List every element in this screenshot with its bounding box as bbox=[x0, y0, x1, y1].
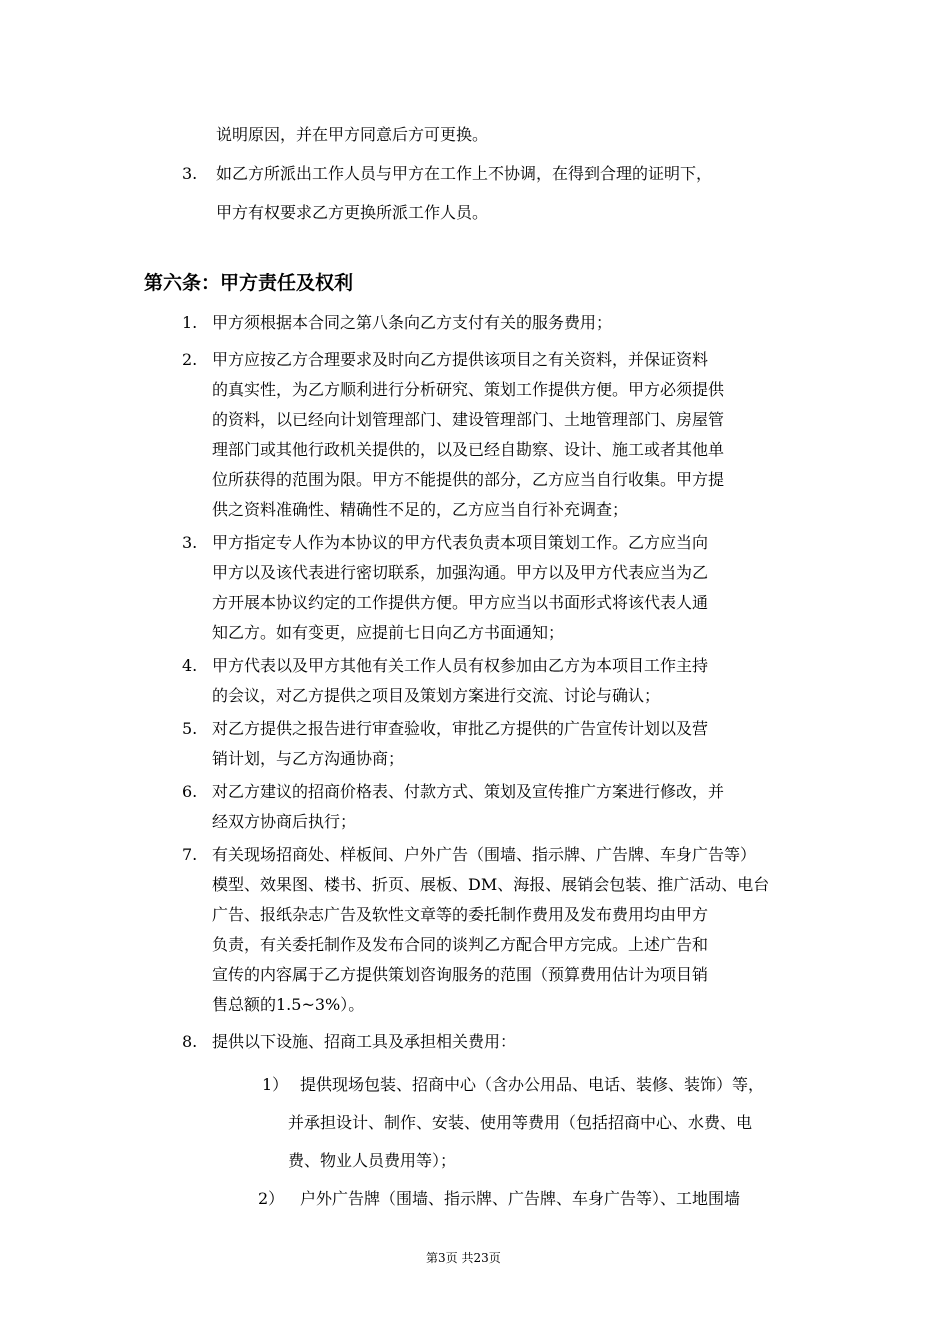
list-number: 8. bbox=[182, 1032, 198, 1051]
list-number: 5. bbox=[182, 719, 198, 738]
list-number: 3. bbox=[182, 164, 198, 183]
paragraph-line: 的会议，对乙方提供之项目及策划方案进行交流、讨论与确认； bbox=[212, 686, 661, 705]
paragraph-line: 广告、报纸杂志广告及软性文章等的委托制作费用及发布费用均由甲方 bbox=[212, 905, 709, 924]
paragraph-line: 对乙方建议的招商价格表、付款方式、策划及宣传推广方案进行修改，并 bbox=[212, 782, 725, 801]
paragraph-line: 对乙方提供之报告进行审查验收，审批乙方提供的广告宣传计划以及营 bbox=[212, 719, 709, 738]
paragraph-line: 有关现场招商处、样板间、户外广告（围墙、指示牌、广告牌、车身广告等） bbox=[212, 845, 757, 864]
paragraph-line: 的资料，以已经向计划管理部门、建设管理部门、土地管理部门、房屋管 bbox=[212, 410, 725, 429]
paragraph-line: 如乙方所派出工作人员与甲方在工作上不协调，在得到合理的证明下， bbox=[216, 164, 713, 183]
paragraph-line: 负责，有关委托制作及发布合同的谈判乙方配合甲方完成。上述广告和 bbox=[212, 935, 709, 954]
paragraph-line: 模型、效果图、楼书、折页、展板、DM、海报、展销会包装、推广活动、电台 bbox=[212, 875, 770, 894]
list-number: 4. bbox=[182, 656, 198, 675]
paragraph-line: 经双方协商后执行； bbox=[212, 812, 357, 831]
paragraph-line: 方开展本协议约定的工作提供方便。甲方应当以书面形式将该代表人通 bbox=[212, 593, 709, 612]
sublist-number: 2） bbox=[258, 1189, 285, 1208]
list-number: 6. bbox=[182, 782, 198, 801]
paragraph-line: 提供现场包装、招商中心（含办公用品、电话、装修、装饰）等， bbox=[300, 1075, 765, 1094]
paragraph-line: 的真实性，为乙方顺利进行分析研究、策划工作提供方便。甲方必须提供 bbox=[212, 380, 725, 399]
paragraph-line: 户外广告牌（围墙、指示牌、广告牌、车身广告等）、工地围墙 bbox=[300, 1189, 741, 1208]
paragraph-line: 甲方指定专人作为本协议的甲方代表负责本项目策划工作。乙方应当向 bbox=[212, 533, 709, 552]
list-number: 3. bbox=[182, 533, 198, 552]
paragraph-line: 甲方代表以及甲方其他有关工作人员有权参加由乙方为本项目工作主持 bbox=[212, 656, 709, 675]
continuation-text: 说明原因，并在甲方同意后方可更换。 bbox=[216, 125, 489, 144]
paragraph-line: 甲方须根据本合同之第八条向乙方支付有关的服务费用； bbox=[212, 313, 613, 332]
paragraph-line: 供之资料准确性、精确性不足的，乙方应当自行补充调查； bbox=[212, 500, 629, 519]
paragraph-line: 提供以下设施、招商工具及承担相关费用： bbox=[212, 1032, 517, 1051]
page-number-footer: 第3页 共23页 bbox=[426, 1251, 501, 1265]
paragraph-line: 甲方有权要求乙方更换所派工作人员。 bbox=[216, 203, 489, 222]
sublist-number: 1） bbox=[262, 1075, 289, 1094]
paragraph-line: 宣传的内容属于乙方提供策划咨询服务的范围（预算费用估计为项目销 bbox=[212, 965, 709, 984]
paragraph-line: 售总额的1.5~3%）。 bbox=[212, 995, 365, 1014]
paragraph-line: 知乙方。如有变更，应提前七日向乙方书面通知； bbox=[212, 623, 565, 642]
paragraph-line: 甲方以及该代表进行密切联系，加强沟通。甲方以及甲方代表应当为乙 bbox=[212, 563, 709, 582]
paragraph-line: 费、物业人员费用等）； bbox=[288, 1151, 457, 1170]
paragraph-line: 销计划，与乙方沟通协商； bbox=[212, 749, 405, 768]
list-number: 1. bbox=[182, 313, 198, 332]
paragraph-line: 并承担设计、制作、安装、使用等费用（包括招商中心、水费、电 bbox=[288, 1113, 753, 1132]
paragraph-line: 位所获得的范围为限。甲方不能提供的部分，乙方应当自行收集。甲方提 bbox=[212, 470, 725, 489]
paragraph-line: 理部门或其他行政机关提供的，以及已经自勘察、设计、施工或者其他单 bbox=[212, 440, 725, 459]
list-number: 7. bbox=[182, 845, 198, 864]
paragraph-line: 甲方应按乙方合理要求及时向乙方提供该项目之有关资料，并保证资料 bbox=[212, 350, 709, 369]
list-number: 2. bbox=[182, 350, 198, 369]
section-title: 第六条：甲方责任及权利 bbox=[144, 272, 354, 294]
